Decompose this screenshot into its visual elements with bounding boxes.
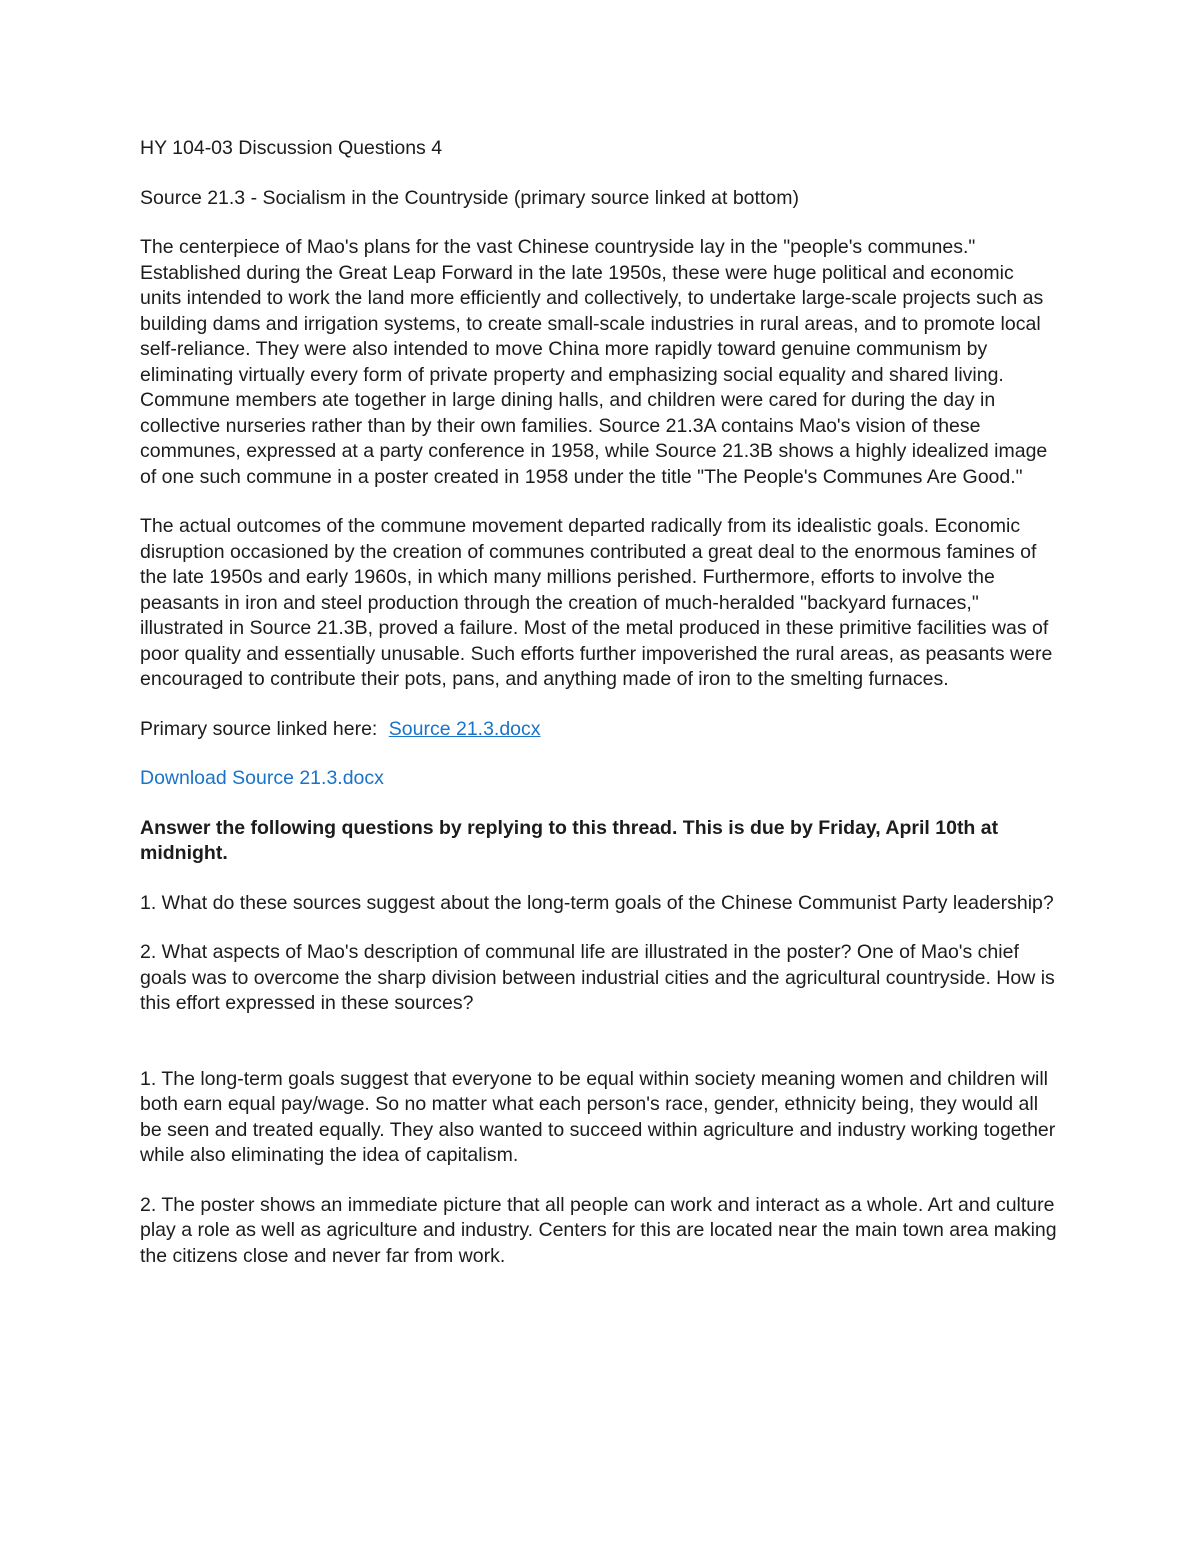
- primary-source-link[interactable]: Source 21.3.docx: [388, 717, 541, 740]
- document-title: HY 104-03 Discussion Questions 4: [140, 137, 443, 159]
- question-2: 2. What aspects of Mao's description of communal life are illustrated in the poster? One of Mao's chief goals was to overcome the sharp division between industrial cities and the agricultural countryside. How is this effort expressed in these sources?: [140, 941, 1055, 1014]
- instructions-text: Answer the following questions by replying to this thread. This is due by Friday, April 10th at midnight.: [140, 816, 999, 864]
- answer-1: 1. The long-term goals suggest that everyone to be equal within society meaning women and children will both earn equal pay/wage. So no matter what each person's race, gender, ethnicity being, they would all be seen and treated equally. They also wanted to succeed within agriculture and industry working together while also eliminating the idea of capitalism.: [140, 1067, 1056, 1166]
- download-line: [140, 766, 1060, 792]
- source-heading: Source 21.3 - Socialism in the Countryside (primary source linked at bottom): [140, 186, 799, 209]
- document-page: [140, 136, 1060, 1293]
- question-1: 1. What do these sources suggest about the long-term goals of the Chinese Communist Party leadership?: [140, 891, 1054, 914]
- primary-source-label: Primary source linked here:: [140, 717, 383, 740]
- download-source-link[interactable]: Download Source 21.3.docx: [140, 767, 384, 789]
- primary-source-line: [140, 717, 1060, 743]
- intro-paragraph: The centerpiece of Mao's plans for the vast Chinese countryside lay in the "people's communes." Established during the Great Leap Forward in the late 1950s, these were huge political and economic units intended to work the land more efficiently and collectively, to undertake large-scale projects such as building dams and irrigation systems, to create small-scale industries in rural areas, and to promote local self-reliance. They were also intended to move China more rapidly toward genuine communism by eliminating virtually every form of private property and emphasizing social equality and shared living. Commune members ate together in large dining halls, and children were cared for during the day in collective nurseries rather than by their own families. Source 21.3A contains Mao's vision of these communes, expressed at a party conference in 1958, while Source 21.3B shows a highly idealized image of one such commune in a poster created in 1958 under the title "The People's Communes Are Good.": [140, 236, 1048, 488]
- answer-2: 2. The poster shows an immediate picture that all people can work and interact as a whole. Art and culture play a role as well as agriculture and industry. Centers for this are located near the main town area making the citizens close and never far from work.: [140, 1193, 1057, 1267]
- outcomes-paragraph: The actual outcomes of the commune movement departed radically from its idealistic goals. Economic disruption occasioned by the creation of communes contributed a great deal to the enormous famines of the late 1950s and early 1960s, in which many millions perished. Furthermore, efforts to involve the peasants in iron and steel production through the creation of much-heralded "backyard furnaces," illustrated in Source 21.3B, proved a failure. Most of the metal produced in these primitive facilities was of poor quality and essentially unusable. Such efforts further impoverished the rural areas, as peasants were encouraged to contribute their pots, pans, and anything made of iron to the smelting furnaces.: [140, 515, 1053, 690]
